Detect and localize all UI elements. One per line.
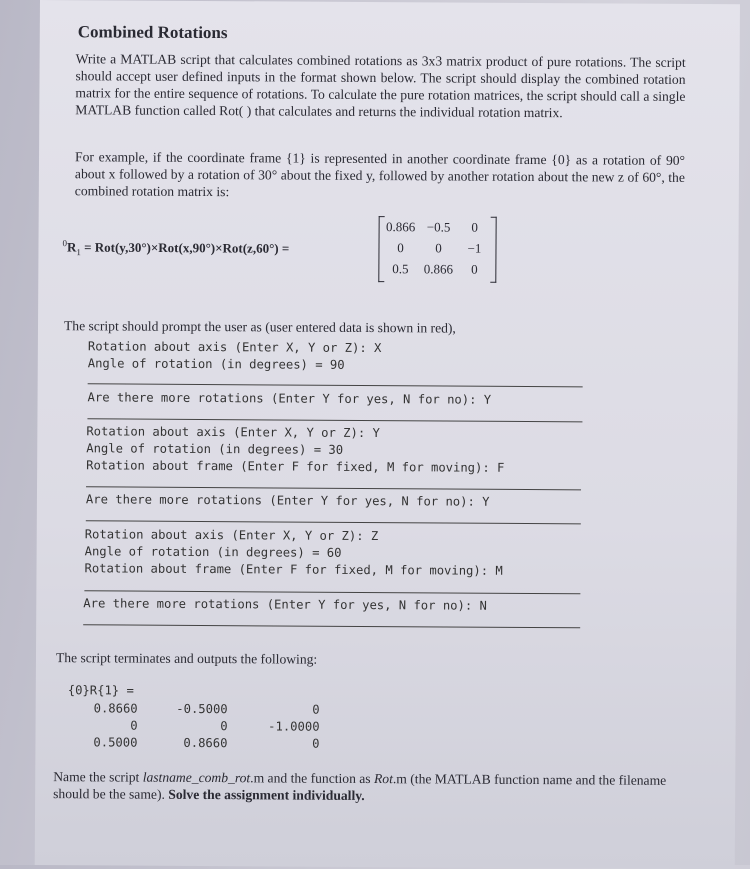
- prompt-line: Angle of rotation (in degrees) = 30: [86, 441, 344, 457]
- prompt-line: Angle of rotation (in degrees) = 90: [87, 356, 345, 372]
- divider-rule: [87, 418, 582, 422]
- matrix-cell: 0: [471, 219, 478, 235]
- prompt-line: Rotation about axis (Enter X, Y or Z): Z: [84, 527, 379, 544]
- output-cell: 0: [312, 736, 320, 751]
- prompt-line: Rotation about axis (Enter X, Y or Z): Y: [86, 424, 380, 441]
- divider-rule: [86, 520, 581, 524]
- prompt-line: Are there more rotations (Enter Y for yes, N for no): Y: [87, 390, 492, 407]
- result-matrix: [378, 216, 496, 281]
- prompt-line: Are there more rotations (Enter Y for yes, N for no): Y: [85, 492, 490, 509]
- matrix-cell: 0.5: [392, 261, 409, 277]
- matrix-cell: 0.866: [423, 261, 454, 277]
- equation-lhs: $^0R_1 = Rot(y,30^\circ)\times Rot(x,90^\circ)\times Rot(z,60^\circ)$ =: [62, 238, 290, 258]
- output-cell: 0.5000: [93, 735, 138, 750]
- divider-rule: [88, 383, 583, 387]
- prompt-intro: The script should prompt the user as (user entered data is shown in red),: [63, 318, 456, 336]
- document-page: [35, 0, 740, 869]
- example-paragraph: For example, if the coordinate frame {1} is represented in another coordinate frame {0} as a rotation of 90° about x followed by a rotation of 30° about the fixed y, followed by another rotation about the new z of 60°, the combined rotation matrix is:: [74, 149, 686, 200]
- individual-note: Solve the assignment individually.: [168, 786, 365, 803]
- matrix-cell: 0: [435, 240, 442, 256]
- document-title: Combined Rotations: [77, 22, 228, 43]
- output-cell: -1.0000: [268, 719, 320, 734]
- terminates-text: The script terminates and outputs the following:: [55, 650, 318, 667]
- function-name: Rot: [373, 771, 393, 787]
- output-cell: -0.5000: [176, 701, 228, 717]
- matrix-cell: 0: [471, 261, 478, 277]
- output-cell: 0: [312, 702, 320, 717]
- rotation-equation: [62, 214, 532, 287]
- matrix-cell: −1: [467, 240, 482, 256]
- output-label: {0}R{1} =: [67, 683, 134, 698]
- prompt-line: Angle of rotation (in degrees) = 60: [84, 544, 342, 560]
- intro-paragraph: Write a MATLAB script that calculates combined rotations as 3x3 matrix product of pure rotations. The script should accept user defined inputs in the format shown below. The script should display the combined rotation matrix for the entire sequence of rotations. To calculate the pure rotation matrices, the script should call a single MATLAB function called Rot( ) that calculates and returns the individual rotation matrix.: [75, 51, 686, 121]
- output-cell: 0: [220, 719, 228, 734]
- output-cell: 0.8660: [93, 701, 138, 716]
- prompt-line: Rotation about frame (Enter F for fixed, M for moving): F: [86, 458, 505, 475]
- prompt-line: Rotation about frame (Enter F for fixed, M for moving): M: [84, 561, 503, 578]
- divider-rule: [86, 486, 581, 490]
- prompt-line: Are there more rotations (Enter Y for yes, N for no): N: [83, 596, 487, 613]
- prompt-line: Rotation about axis (Enter X, Y or Z): X: [87, 339, 382, 356]
- matrix-cell: −0.5: [426, 219, 451, 235]
- output-cell: 0.8660: [183, 735, 228, 751]
- divider-rule: [83, 624, 580, 628]
- script-name: lastname_comb_rot: [142, 769, 251, 786]
- closing-instructions: Name the script lastname_comb_rot.m and the function as Rot.m (the MATLAB function name and the filename should be the same). Solve the assignment individually.: [53, 769, 667, 803]
- matrix-cell: 0.866: [385, 219, 416, 235]
- matrix-cell: 0: [397, 240, 404, 256]
- output-cell: 0: [130, 718, 138, 733]
- divider-rule: [84, 590, 580, 594]
